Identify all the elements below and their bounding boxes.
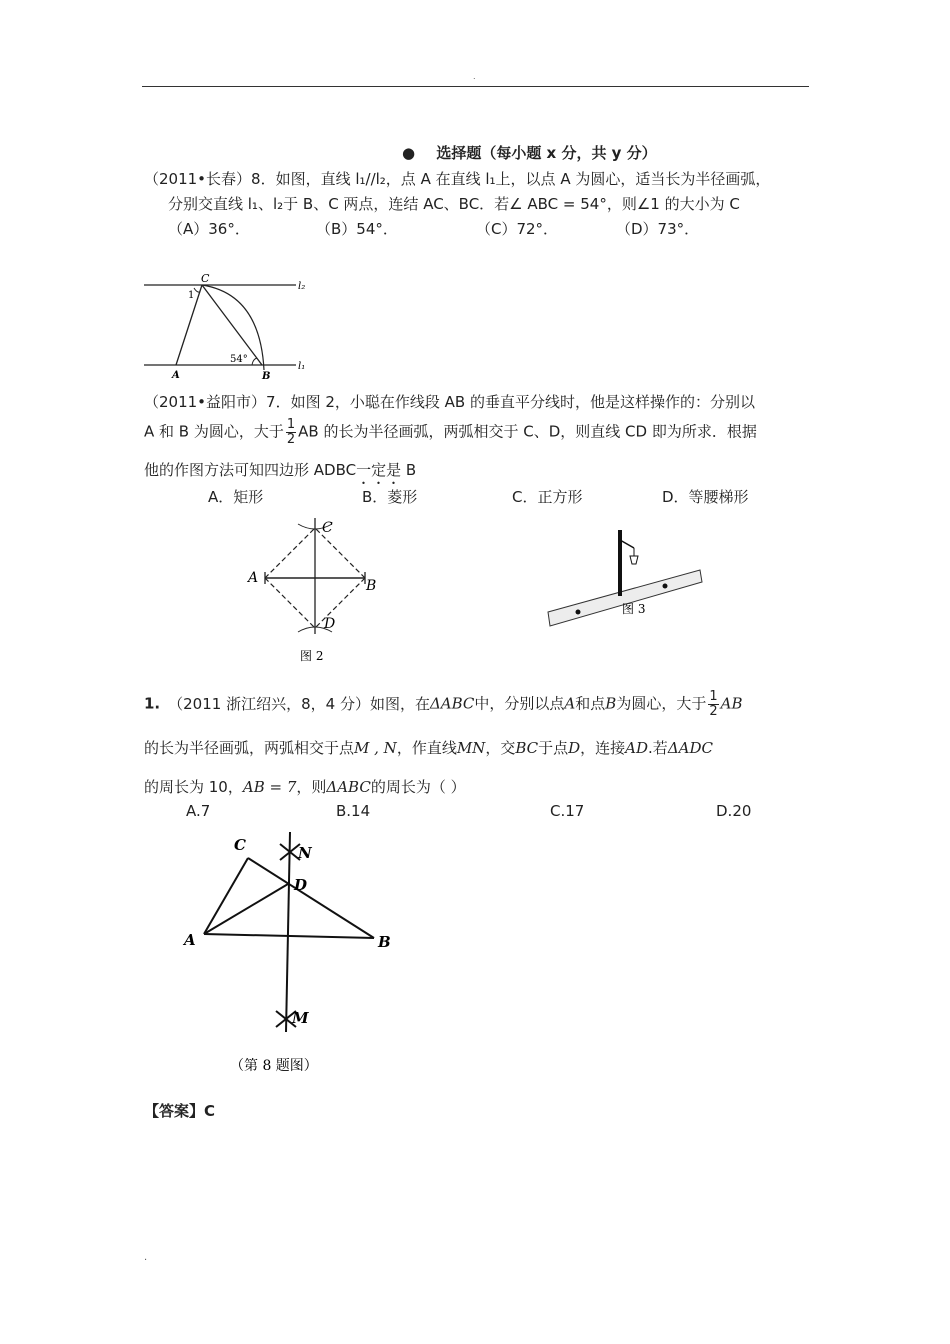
label-l1: l₁ bbox=[298, 361, 306, 372]
q3-option-d: D.20 bbox=[716, 802, 752, 820]
fig2-label-d: D bbox=[324, 616, 336, 632]
label-1: 1 bbox=[188, 290, 195, 301]
q3-label-a: A bbox=[184, 931, 196, 949]
fig3-caption: 图 3 bbox=[622, 602, 646, 616]
label-54: 54° bbox=[230, 354, 248, 365]
angle54-mark bbox=[252, 358, 257, 365]
riverbank bbox=[548, 570, 702, 626]
header-mark: . bbox=[473, 72, 476, 81]
q2-fraction: $\frac{1}{2}$ bbox=[286, 417, 296, 447]
section-title: 选择题（每小题 x 分，共 y 分） bbox=[436, 144, 657, 162]
q2-option-c: C．正方形 bbox=[512, 488, 583, 506]
q2-figure3 bbox=[544, 526, 708, 630]
q2-option-a: A．矩形 bbox=[208, 488, 264, 506]
q2-line3-a: 他的作图方法可知四边形 ADBC bbox=[144, 461, 357, 479]
segment-ad bbox=[265, 578, 315, 628]
q3-line2: 的长为半径画弧，两弧相交于点M , N，作直线MN，交BC于点D，连接AD.若ΔADC bbox=[144, 739, 713, 757]
q2-line1: （2011•益阳市）7．如图 2，小聪在作线段 AB 的垂直平分线时，他是这样操作的：分别以 bbox=[144, 393, 755, 411]
q1-line2: 分别交直线 l₁、l₂于 B、C 两点，连结 AC、BC．若∠ ABC = 54°，则∠1 的大小为 C bbox=[168, 195, 740, 213]
q3-line1: 1. （2011 浙江绍兴，8，4 分）如图，在ΔABC中，分别以点A和点B为圆心，大于 $\frac{1}{2}$ AB bbox=[144, 689, 743, 719]
q3-option-b: B.14 bbox=[336, 802, 371, 820]
q2-line3 bbox=[144, 459, 416, 488]
q3-fraction: $\frac{1}{2}$ bbox=[709, 689, 718, 719]
q3-option-c: C.17 bbox=[550, 802, 585, 820]
fig2-label-b: B bbox=[366, 578, 377, 594]
label-a: A bbox=[172, 370, 180, 381]
label-c: C bbox=[201, 272, 210, 285]
q3-option-a: A.7 bbox=[186, 802, 211, 820]
segment-ab bbox=[204, 934, 374, 938]
angle1-mark bbox=[194, 288, 200, 292]
line-mn bbox=[286, 832, 290, 1032]
segment-cb bbox=[248, 858, 374, 938]
q3-figure-caption: （第 8 题图） bbox=[230, 1058, 318, 1074]
q3-label-n: N bbox=[298, 844, 312, 862]
q1-option-a: （A）36°． bbox=[168, 220, 250, 238]
bullet-icon: ● bbox=[402, 144, 416, 162]
segment-bd bbox=[315, 578, 365, 628]
section-heading bbox=[402, 142, 657, 163]
q3-label-b: B bbox=[378, 933, 391, 951]
q3-line3: 的周长为 10，AB = 7，则ΔABC的周长为（ ） bbox=[144, 778, 466, 796]
fig2-caption: 图 2 bbox=[300, 649, 324, 663]
q2-answer: B bbox=[401, 461, 417, 479]
fig2-label-c: C bbox=[322, 520, 333, 536]
q3-figure bbox=[178, 828, 408, 1078]
segment-ad bbox=[204, 884, 288, 934]
q2-figure2 bbox=[240, 512, 390, 667]
q1-figure bbox=[140, 266, 320, 384]
answer-label: 【答案】 bbox=[144, 1102, 205, 1120]
answer-value: C bbox=[204, 1102, 216, 1120]
q1-option-d: （D）73°． bbox=[616, 220, 700, 238]
weight-icon bbox=[630, 556, 638, 564]
q2-line2 bbox=[144, 418, 757, 446]
q3-label-d: D bbox=[294, 876, 308, 894]
q3-number: 1. bbox=[144, 694, 161, 713]
q2-option-d: D．等腰梯形 bbox=[662, 488, 749, 506]
answer bbox=[144, 1100, 215, 1121]
footer-mark: . bbox=[144, 1252, 148, 1263]
header-rule bbox=[142, 86, 809, 87]
label-l2: l₂ bbox=[298, 281, 306, 292]
q2-option-b: B．菱形 bbox=[362, 488, 418, 506]
q2-emphasis: 一定是 bbox=[356, 461, 402, 479]
q2-line2-a: A 和 B 为圆心，大于 bbox=[144, 422, 284, 441]
label-b: B bbox=[262, 371, 271, 382]
q2-line2-b: AB 的长为半径画弧，两弧相交于 C、D，则直线 CD 即为所求．根据 bbox=[298, 422, 757, 441]
segment-ac bbox=[265, 528, 315, 578]
q1-option-b: （B）54°． bbox=[316, 220, 398, 238]
fig2-label-a: A bbox=[248, 570, 259, 586]
q1-option-c: （C）72°． bbox=[476, 220, 559, 238]
segment-ac bbox=[204, 858, 248, 934]
q3-label-c: C bbox=[234, 836, 246, 854]
q3-label-m: M bbox=[292, 1009, 309, 1027]
q1-line1: （2011•长春）8．如图，直线 l₁//l₂，点 A 在直线 l₁上，以点 A 为圆心，适当长为半径画弧， bbox=[144, 170, 771, 188]
